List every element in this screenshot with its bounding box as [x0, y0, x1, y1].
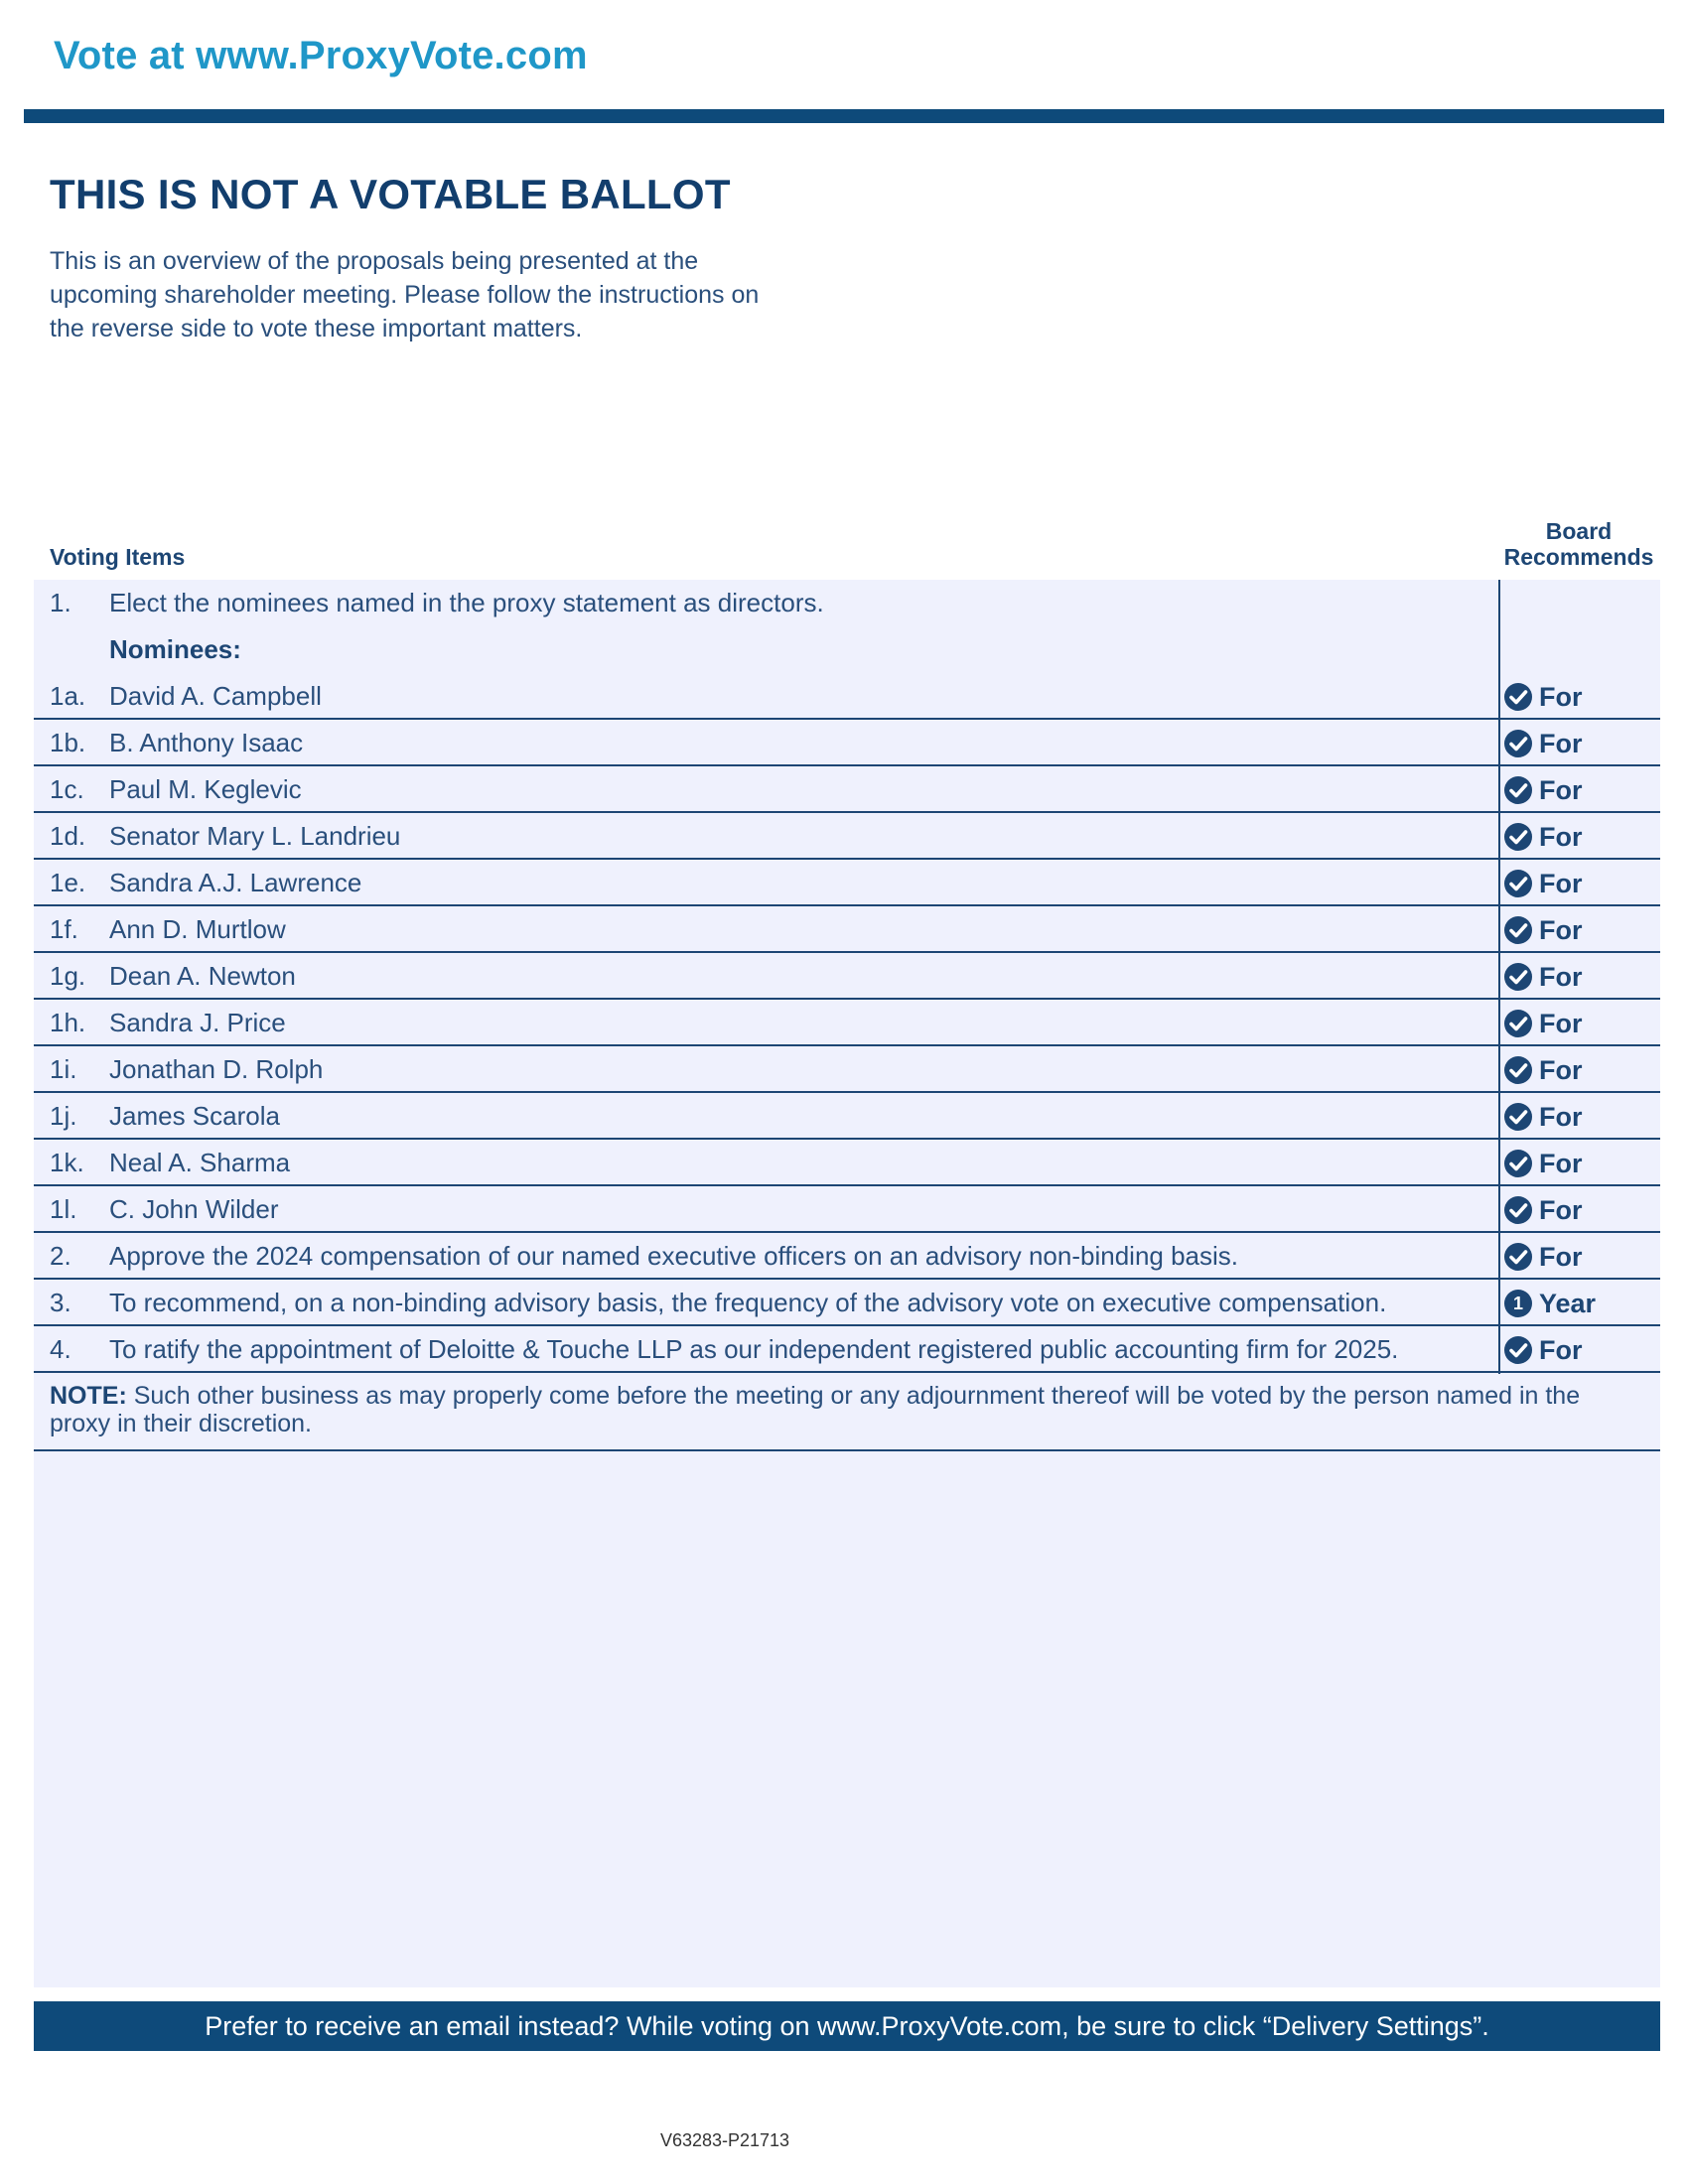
- check-circle-icon: [1503, 775, 1533, 805]
- board-recommendation: [1503, 1054, 1583, 1086]
- check-circle-icon: [1503, 1335, 1533, 1365]
- item-text: Senator Mary L. Landrieu: [109, 821, 401, 851]
- note-body: Such other business as may properly come before the meeting or any adjournment thereof will be voted by the person named in the proxy in their discretion.: [50, 1382, 1581, 1437]
- item-text: Sandra A.J. Lawrence: [109, 868, 362, 897]
- recommendation-label: For: [1539, 681, 1583, 712]
- item-text: Paul M. Keglevic: [109, 774, 302, 804]
- voting-items-header: Voting Items: [50, 544, 186, 570]
- voting-item-row: [34, 953, 1660, 1000]
- item-number: 1e.: [50, 868, 86, 897]
- recommendation-label: For: [1539, 1241, 1583, 1272]
- document-code: V63283-P21713: [659, 2130, 790, 2150]
- board-header-line: Recommends: [1503, 544, 1654, 570]
- note-label: NOTE:: [50, 1382, 127, 1410]
- voting-item-row: [34, 720, 1660, 766]
- check-circle-icon: [1503, 962, 1533, 992]
- voting-item-row: [34, 1280, 1660, 1326]
- item-number: 1j.: [50, 1101, 77, 1131]
- item-text: Dean A. Newton: [109, 961, 296, 991]
- board-recommendation: [1503, 914, 1583, 946]
- check-circle-icon: [1503, 1102, 1533, 1132]
- item-number: 1.: [50, 588, 71, 617]
- header-title: Vote at www.ProxyVote.com: [54, 34, 588, 77]
- note-text: [34, 1374, 1660, 1451]
- voting-item-row: [34, 860, 1660, 906]
- email-delivery-banner: Prefer to receive an email instead? While voting on www.ProxyVote.com, be sure to click “Delivery Settings”.: [34, 2001, 1660, 2051]
- check-circle-icon: [1503, 1009, 1533, 1038]
- item-text: Elect the nominees named in the proxy statement as directors.: [109, 588, 824, 617]
- recommendation-label: For: [1539, 1148, 1583, 1178]
- intro-line: This is an overview of the proposals being presented at the: [50, 247, 699, 275]
- number-one-circle-icon: [1503, 1289, 1533, 1318]
- item-number: 1f.: [50, 914, 78, 944]
- voting-item-row: [34, 626, 1660, 673]
- voting-item-row: [34, 1186, 1660, 1233]
- voting-item-row: [34, 1000, 1660, 1046]
- voting-item-row: [34, 766, 1660, 813]
- board-recommendation: [1503, 1148, 1583, 1179]
- check-circle-icon: [1503, 682, 1533, 712]
- item-text: Jonathan D. Rolph: [109, 1054, 324, 1084]
- badge-number: 1: [1512, 1294, 1524, 1313]
- recommendation-label: For: [1539, 914, 1583, 945]
- voting-item-row: [34, 1233, 1660, 1280]
- item-text: B. Anthony Isaac: [109, 728, 304, 757]
- recommendation-label: Year: [1539, 1288, 1597, 1318]
- voting-item-row: [34, 1093, 1660, 1140]
- intro-text: [50, 244, 844, 345]
- item-number: 1g.: [50, 961, 86, 991]
- voting-item-row: [34, 906, 1660, 953]
- board-recommendation: [1503, 728, 1583, 759]
- item-text: Ann D. Murtlow: [109, 914, 286, 944]
- voting-item-row: [34, 580, 1660, 626]
- check-circle-icon: [1503, 1149, 1533, 1178]
- recommendation-label: For: [1539, 1334, 1583, 1365]
- item-text: Approve the 2024 compensation of our named executive officers on an advisory non-binding basis.: [109, 1241, 1239, 1271]
- check-circle-icon: [1503, 729, 1533, 758]
- board-recommendation: [1503, 1194, 1583, 1226]
- item-number: 1b.: [50, 728, 86, 757]
- board-recommendation: [1503, 1008, 1583, 1039]
- item-number: 1c.: [50, 774, 84, 804]
- board-recommendation: [1503, 821, 1583, 853]
- item-number: 1h.: [50, 1008, 86, 1037]
- board-recommendation: [1503, 961, 1583, 993]
- header-rule: [24, 109, 1664, 123]
- voting-item-row: [34, 813, 1660, 860]
- item-number: 4.: [50, 1334, 71, 1364]
- item-number: 1k.: [50, 1148, 84, 1177]
- intro-line: the reverse side to vote these important matters.: [50, 315, 583, 342]
- item-text: C. John Wilder: [109, 1194, 279, 1224]
- voting-item-row: [34, 673, 1660, 720]
- recommendation-label: For: [1539, 1101, 1583, 1132]
- voting-item-row: [34, 1046, 1660, 1093]
- board-recommends-header: [1489, 518, 1668, 570]
- item-number: 3.: [50, 1288, 71, 1317]
- board-recommendation: [1503, 774, 1583, 806]
- recommendation-label: For: [1539, 961, 1583, 992]
- nominees-label: Nominees:: [109, 634, 241, 664]
- recommendation-label: For: [1539, 1194, 1583, 1225]
- board-recommendation: [1503, 1241, 1583, 1273]
- recommendation-label: For: [1539, 728, 1583, 758]
- recommendation-label: For: [1539, 774, 1583, 805]
- item-number: 1a.: [50, 681, 86, 711]
- item-number: 1d.: [50, 821, 86, 851]
- item-text: David A. Campbell: [109, 681, 322, 711]
- recommendation-label: For: [1539, 868, 1583, 898]
- check-circle-icon: [1503, 1242, 1533, 1272]
- board-recommendation: [1503, 1101, 1583, 1133]
- check-circle-icon: [1503, 1195, 1533, 1225]
- check-circle-icon: [1503, 869, 1533, 898]
- board-recommendation: [1503, 868, 1583, 899]
- voting-item-row: [34, 1326, 1660, 1373]
- item-number: 1i.: [50, 1054, 77, 1084]
- check-circle-icon: [1503, 822, 1533, 852]
- recommendation-label: For: [1539, 1008, 1583, 1038]
- item-text: To ratify the appointment of Deloitte & Touche LLP as our independent registered public accounting firm for 2025.: [109, 1334, 1399, 1364]
- item-number: 2.: [50, 1241, 71, 1271]
- check-circle-icon: [1503, 1055, 1533, 1085]
- item-number: 1l.: [50, 1194, 77, 1224]
- item-text: James Scarola: [109, 1101, 280, 1131]
- recommendation-label: For: [1539, 821, 1583, 852]
- page-title: THIS IS NOT A VOTABLE BALLOT: [50, 171, 731, 217]
- item-text: Sandra J. Price: [109, 1008, 286, 1037]
- intro-line: upcoming shareholder meeting. Please follow the instructions on: [50, 281, 760, 309]
- item-text: Neal A. Sharma: [109, 1148, 291, 1177]
- recommendation-label: For: [1539, 1054, 1583, 1085]
- board-recommendation: [1503, 1288, 1596, 1319]
- board-recommendation: [1503, 681, 1583, 713]
- board-header-line: Board: [1545, 518, 1613, 544]
- check-circle-icon: [1503, 915, 1533, 945]
- board-recommendation: [1503, 1334, 1583, 1366]
- voting-item-row: [34, 1140, 1660, 1186]
- item-text: To recommend, on a non-binding advisory basis, the frequency of the advisory vote on executive compensation.: [109, 1288, 1387, 1317]
